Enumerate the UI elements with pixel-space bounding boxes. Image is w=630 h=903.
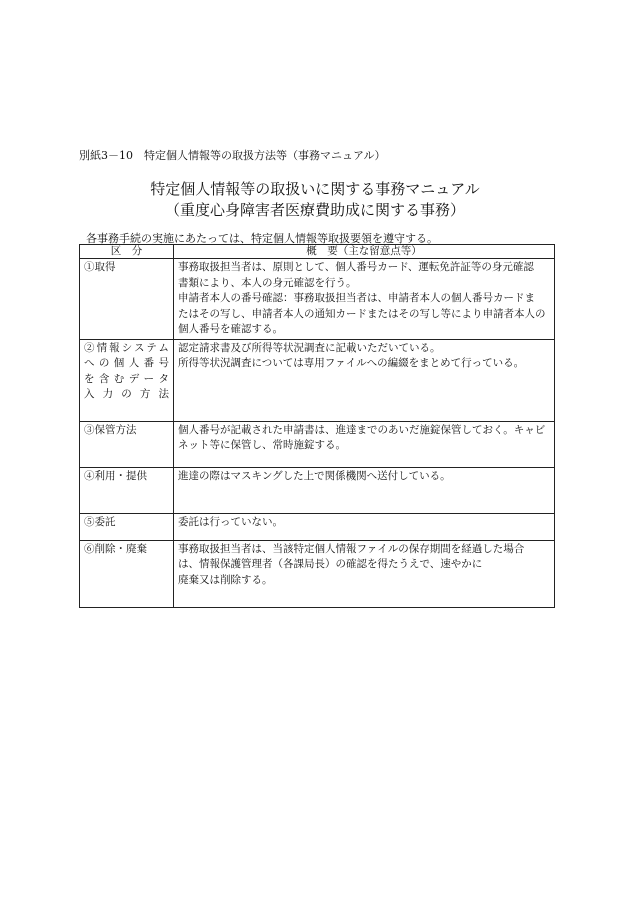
content-line: ネット等に保管し、常時施錠する。 — [178, 439, 346, 451]
content-line: 委託は行っていない。 — [178, 515, 283, 528]
category-line: ⑤委託 — [84, 515, 116, 528]
header-category: 区 分 — [80, 245, 174, 259]
category-line: への個人番号 — [84, 357, 169, 369]
content-line: 事務取扱担当者は、原則として、個人番号カード、運転免許証等の身元確認 — [178, 261, 534, 273]
row-category — [80, 339, 174, 421]
intro-text: 各事務手続の実施にあたっては、特定個人情報等取扱要領を遵守する。 — [86, 232, 438, 245]
table-row — [80, 540, 555, 607]
table-row — [80, 513, 555, 540]
row-content — [174, 540, 555, 607]
category-line: ⑥削除・廃棄 — [84, 542, 147, 555]
content-line: 事務取扱担当者は、当該特定個人情報ファイルの保存期間を経過した場合 — [178, 542, 525, 555]
category-line: 入力の方法 — [84, 388, 169, 400]
row-content — [174, 259, 555, 340]
header-summary: 概 要（主な留意点等） — [174, 245, 555, 259]
content-line: 書類により、本人の身元確認を行う。 — [178, 276, 357, 289]
category-line: ③保管方法 — [84, 423, 137, 436]
category-line: を含むデータ — [84, 372, 169, 385]
row-category — [80, 259, 174, 340]
category-line: ②情報システム — [84, 341, 169, 354]
row-content — [174, 339, 555, 421]
row-category — [80, 467, 174, 513]
content-line: 進達の際はマスキングした上で関係機関へ送付している。 — [178, 469, 451, 482]
table-row — [80, 339, 555, 421]
row-category — [80, 540, 174, 607]
row-content — [174, 421, 555, 467]
category-line: ①取得 — [84, 261, 116, 273]
table-row — [80, 421, 555, 467]
content-line: 廃棄又は削除する。 — [178, 573, 273, 586]
content-line: 所得等状況調査については専用ファイルへの編綴をまとめて行っている。 — [178, 357, 525, 369]
row-category — [80, 513, 174, 540]
content-line: は、情報保護管理者（各課局長）の確認を得たうえで、速やかに — [178, 558, 483, 570]
table-row — [80, 467, 555, 513]
content-line: 認定請求書及び所得等状況調査に記載いただいている。 — [178, 341, 441, 354]
row-category — [80, 421, 174, 467]
row-content — [174, 467, 555, 513]
document-subtitle: （重度心身障害者医療費助成に関する事務） — [164, 201, 465, 219]
content-line: たはその写し、申請者本人の通知カードまたはその写し等により申請者本人の — [178, 307, 546, 320]
category-line: ④利用・提供 — [84, 469, 147, 482]
content-line: 申請者本人の番号確認：事務取扱担当者は、申請者本人の個人番号カードま — [178, 292, 535, 304]
reference-label: 別紙3－10 特定個人情報等の取扱方法等（事務マニュアル） — [79, 149, 386, 162]
manual-table — [79, 244, 555, 608]
row-content — [174, 513, 555, 540]
content-line: 個人番号を確認する。 — [178, 323, 283, 335]
document-title: 特定個人情報等の取扱いに関する事務マニュアル — [150, 180, 480, 198]
content-line: 個人番号が記載された申請書は、進達までのあいだ施錠保管しておく。キャビ — [178, 423, 546, 436]
table-row — [80, 259, 555, 340]
table-header-row — [80, 245, 555, 259]
